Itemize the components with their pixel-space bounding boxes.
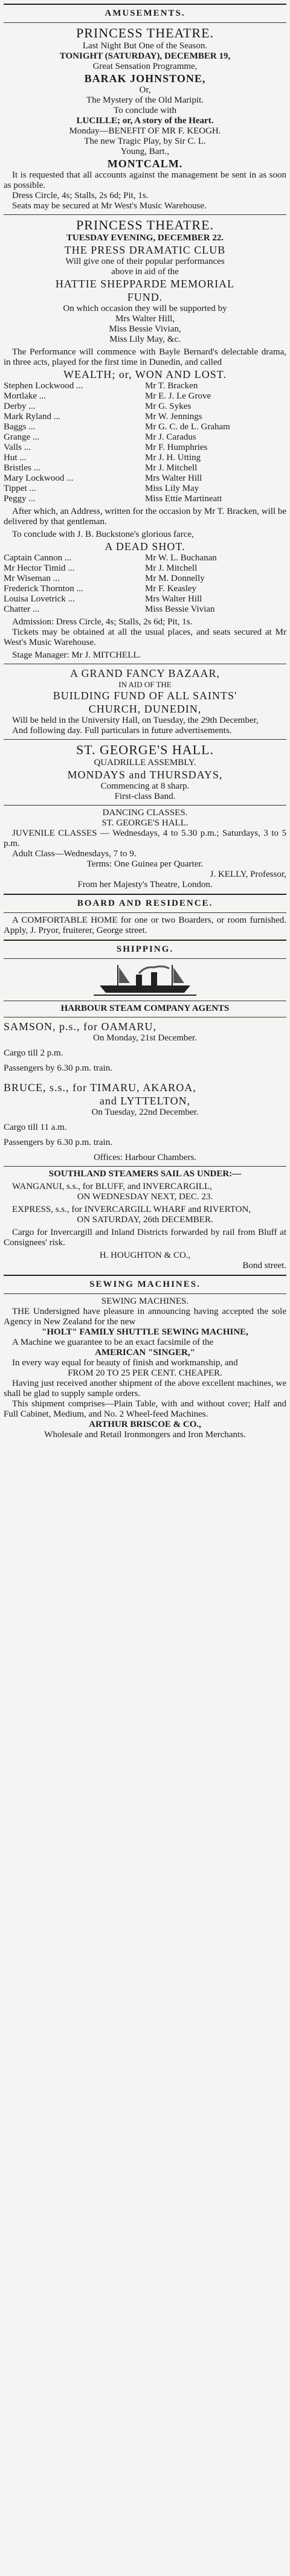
ad-line: Commencing at 8 sharp. [100,781,190,791]
divider [4,805,286,806]
divider [4,1293,286,1294]
cast-row: Captain Cannon ... Mr W. L. Buchanan [4,553,217,563]
cast-row: Mortlake ... Mr E. J. Le Grove [4,391,211,401]
divider [4,940,286,941]
sewing-section [4,1280,286,1440]
board-section [4,899,286,936]
ad-line: BARAK JOHNSTONE, [84,72,206,85]
divider [4,4,286,5]
bazaar-ad [4,667,286,736]
ad-paragraph: Stage Manager: Mr J. MITCHELL. [12,650,141,660]
ad-line: Offices: Harbour Chambers. [93,1153,197,1162]
ad-line: Wholesale and Retail Ironmongers and Iron Merchants. [44,1430,246,1440]
bruce-ad [4,1081,286,1148]
ad-paragraph: Having just received another shipment of the above excellent machines, we shall be glad to supply sample orders. [4,1379,286,1399]
ad-paragraph: THE Undersigned have pleasure in announcing having accepted the sole Agency in New Zealand for the new [4,1307,286,1327]
ad-line: MONTCALM. [107,158,183,170]
cast-row: Derby ... Mr G. Sykes [4,402,192,411]
ad-line: Great Sensation Programme, [92,62,198,71]
ad-line: Passengers by 6.30 p.m. train. [4,1138,112,1147]
ad-line: QUADRILLE ASSEMBLY. [94,758,196,767]
ad-line: Young, Bart., [120,147,170,156]
ad-line: Terms: One Guinea per Quarter. [86,859,204,869]
cast-row: Peggy ... Miss Ettie Martineatt [4,494,222,504]
ad-line: FUND. [127,291,163,303]
ad-line: TONIGHT (SATURDAY), DECEMBER 19, [59,51,231,61]
ad-line: The new Tragic Play, by Sir C. L. [84,136,206,146]
ad-line: Will give one of their popular performances [65,257,225,266]
ad-line: above in aid of the [111,267,179,277]
ad-line: FROM 20 TO 25 PER CENT. CHEAPER. [68,1368,222,1378]
ad-club: THE PRESS DRAMATIC CLUB [64,244,226,256]
cast-list [4,381,286,504]
ship-name: SAMSON, p.s., for OAMARU, [4,1020,157,1033]
cast-row: Frederick Thornton ... Mr F. Keasley [4,584,197,594]
ad-line: ON SATURDAY, 26th DECEMBER. [77,1215,213,1225]
cast-row: Baggs ... Mr G. C. de L. Graham [4,422,230,432]
princess-theatre-ad-2 [4,217,286,661]
samson-ad [4,1020,286,1074]
ad-line: Cargo till 2 p.m. [4,1048,63,1058]
divider [4,1275,286,1276]
cast-row: Chatter ... Miss Bessie Vivian [4,604,215,614]
ad-signature: ARTHUR BRISCOE & CO., [89,1420,201,1429]
ad-line: Passengers by 6.30 p.m. train. [4,1063,112,1073]
divider [4,214,286,215]
divider [4,958,286,959]
ad-paragraph: The Performance will commence with Bayle Bernard's delectable drama, in three acts, played for the first time in Dunedin, and called [4,347,286,367]
ad-paragraph: A Machine we guarantee to be an exact facsimile of the [12,1338,214,1347]
cast-row: Bristles ... Mr J. Mitchell [4,463,198,473]
ad-paragraph: After which, an Address, written for the occasion by Mr T. Bracken, will be delivered by that gentleman. [4,507,286,527]
ad-title: DANCING CLASSES. [102,808,188,818]
newspaper-column [4,0,286,2576]
ad-line: "HOLT" FAMILY SHUTTLE SEWING MACHINE, [42,1327,248,1337]
ad-line: The Mystery of the Old Maripit. [86,95,204,105]
ad-paragraph: This shipment comprises—Plain Table, with and without cover; Half and Full Cabinet, Medium, and No. 2 Wheel-feed Machines. [4,1399,286,1419]
cast-row: Mark Ryland ... Mr W. Jennings [4,412,202,421]
play-title: A DEAD SHOT. [105,540,185,553]
ad-title: SOUTHLAND STEAMERS SAIL AS UNDER:— [48,1169,242,1179]
ad-line: BUILDING FUND OF ALL SAINTS' [53,690,237,702]
steamship-illustration [94,961,196,998]
ship-name: BRUCE, s.s., for TIMARU, AKAROA, [4,1081,196,1094]
ad-line: First-class Band. [114,792,176,801]
cast-row: Mr Wiseman ... Mr M. Donnelly [4,574,205,583]
cast-row: Stephen Lockwood ... Mr T. Bracken [4,381,198,391]
ad-paragraph: It is requested that all accounts against the management be sent in as soon as possible. [4,170,286,190]
ad-line: MONDAYS and THURSDAYS, [67,769,223,781]
section-heading: AMUSEMENTS. [105,8,185,18]
ad-line: LUCILLE; or, A story of the Heart. [76,116,214,126]
cast-list [4,553,286,615]
ad-paragraph: Tickets may be obtained at all the usual places, and seats secured at Mr West's Music Warehouse. [4,627,286,647]
divider [4,1166,286,1167]
divider [4,739,286,740]
ad-paragraph: A COMFORTABLE HOME for one or two Boarders, or room furnished. Apply, J. Pryor, fruiterer, George street. [4,915,286,935]
cast-row: Hut ... Mr J. H. Utting [4,453,201,463]
ad-date: TUESDAY EVENING, DECEMBER 22. [66,233,224,243]
ad-paragraph: JUVENILE CLASSES — Wednesdays, 4 to 5.30 p.m.; Saturdays, 3 to 5 p.m. [4,828,286,848]
ad-line: From her Majesty's Theatre, London. [77,880,213,889]
ad-line: Bond street. [242,1261,286,1270]
ad-line: CHURCH, DUNEDIN, [88,703,202,715]
ad-paragraph: Cargo for Invercargill and Inland Districts forwarded by rail from Bluff at Consignees' risk. [4,1228,286,1248]
princess-theatre-ad-1 [4,25,286,211]
ad-paragraph: Dress Circle, 4s; Stalls, 2s 6d; Pit, 1s. [12,191,149,200]
cast-row: Grange ... Mr J. Caradus [4,432,196,442]
ad-paragraph: In every way equal for beauty of finish and workmanship, and [12,1358,238,1368]
shipping-section [4,944,286,1271]
ad-signature: J. KELLY, Professor, [210,870,286,879]
ad-line: A GRAND FANCY BAZAAR, [69,667,221,679]
section-heading: BOARD AND RESIDENCE. [77,899,213,908]
ad-line: IN AID OF THE [118,680,172,689]
ad-title: PRINCESS THEATRE. [76,25,214,40]
divider [4,894,286,895]
cast-row: Mary Lockwood ... Mrs Walter Hill [4,473,202,483]
cast-row: Mr Hector Timid ... Mr J. Mitchell [4,563,198,573]
southland-steamers-ad [4,1169,286,1271]
ad-paragraph: EXPRESS, s.s., for INVERCARGILL WHARF and RIVERTON, [12,1205,251,1214]
ad-line: Or, [139,85,151,95]
ad-paragraph: And following day. Full particulars in future advertisements. [12,726,232,735]
section-heading: SEWING MACHINES. [89,1280,201,1289]
ad-paragraph: Admission: Dress Circle, 4s; Stalls, 2s 6d; Pit, 1s. [12,617,193,627]
section-heading: SHIPPING. [116,944,174,954]
play-title: WEALTH; or, WON AND LOST. [63,368,227,380]
ad-line: Mrs Walter Hill, [115,314,175,324]
divider [4,22,286,23]
ad-line: Miss Bessie Vivian, [109,324,181,334]
ad-line: On which occasion they will be supported by [63,304,227,313]
dancing-classes-ad [4,808,286,890]
ad-title: SEWING MACHINES. [101,1296,189,1306]
cast-row: Tippet ... Miss Lily May [4,484,199,493]
agents-title: HARBOUR STEAM COMPANY AGENTS [60,1004,230,1013]
ad-line: To conclude with [114,106,176,115]
ad-line: Monday—BENEFIT OF MR F. KEOGH. [69,126,221,136]
ad-title: ST. GEORGE'S HALL. [76,742,214,757]
ad-line: and LYTTELTON, [99,1095,191,1107]
cast-row: Louisa Lovetrick ... Mrs Walter Hill [4,594,202,604]
ad-paragraph: Will be held in the University Hall, on Tuesday, the 29th December, [12,716,259,725]
ad-line: On Monday, 21st December. [93,1033,197,1043]
ad-line: On Tuesday, 22nd December. [91,1107,199,1117]
ad-line: AMERICAN "SINGER," [95,1348,195,1357]
ad-line: Miss Lily May, &c. [109,335,181,344]
ad-line: HATTIE SHEPPARDE MEMORIAL [55,278,235,290]
ad-paragraph: Adult Class—Wednesdays, 7 to 9. [12,849,137,859]
ad-line: ON WEDNESDAY NEXT, DEC. 23. [77,1192,213,1202]
ad-paragraph: WANGANUI, s.s., for BLUFF, and INVERCARGILL, [12,1182,212,1191]
ad-line: Cargo till 11 a.m. [4,1123,67,1132]
ad-paragraph: Seats may be secured at Mr West's Music Warehouse. [12,201,207,211]
ad-line: Last Night But One of the Season. [82,41,208,51]
amusements-section [4,4,286,890]
ad-paragraph: To conclude with J. B. Buckstone's glorious farce, [12,530,194,539]
ad-signature: H. HOUGHTON & CO., [99,1251,191,1260]
cast-row: Valls ... Mr F. Humphries [4,443,208,452]
ad-line: ST. GEORGE'S HALL. [102,818,188,828]
st-georges-quadrille-ad [4,742,286,802]
divider [4,912,286,913]
ad-title: PRINCESS THEATRE. [76,217,214,232]
